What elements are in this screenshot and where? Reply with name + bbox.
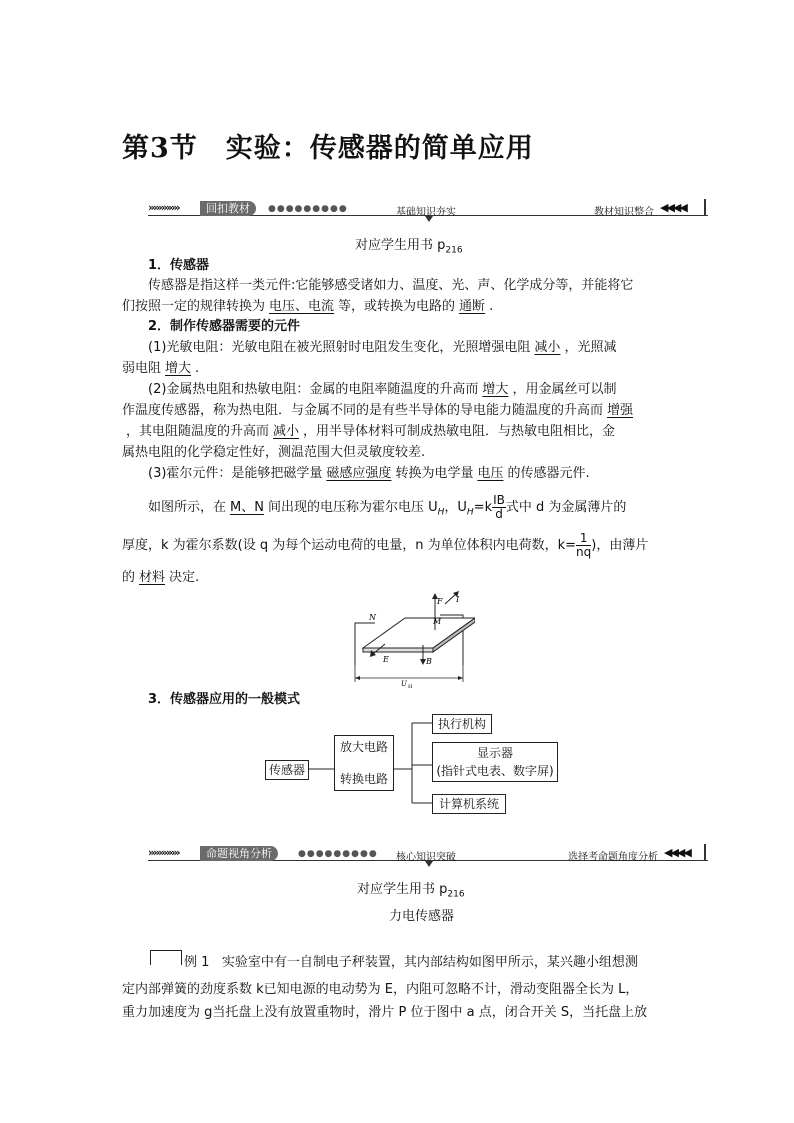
sensor-box: 传感器 bbox=[265, 760, 309, 780]
display-detail: (指针式电表、数字屏) bbox=[436, 764, 554, 778]
down-triangle-icon bbox=[425, 216, 433, 222]
conv-circuit-label: 转换电路 bbox=[339, 772, 388, 786]
banner-tag: 命题视角分析 bbox=[200, 846, 278, 861]
left-arrow-icon: ◀◀◀◀ bbox=[664, 846, 690, 859]
heading-general-model: 3．传感器应用的一般模式 bbox=[148, 692, 301, 707]
reference-line: 对应学生用书 $p_{216}$ bbox=[355, 238, 463, 256]
example-label: 例 1 bbox=[184, 955, 210, 970]
paragraph-line: (2)金属热电阻和热敏电阻：金属的电阻率随温度的升高而 增大 ，用金属丝可以制 bbox=[148, 382, 617, 397]
section-topic: 实验：传感器的简单应用 bbox=[225, 133, 534, 164]
reference-line: 对应学生用书 $p_{216}$ bbox=[357, 882, 465, 900]
label-b: B bbox=[426, 657, 432, 666]
down-triangle-icon bbox=[425, 861, 433, 867]
banner-review-textbook bbox=[148, 201, 708, 217]
amp-conv-box bbox=[334, 735, 394, 791]
banner-end-bar bbox=[704, 844, 706, 861]
paragraph-line: 属热电阻的化学稳定性好，测温范围大但灵敏度较差. bbox=[122, 445, 426, 460]
paragraph-line: 弱电阻 增大 . bbox=[122, 361, 200, 376]
banner-middle-label: 基础知识夯实 bbox=[396, 207, 456, 218]
executor-box: 执行机构 bbox=[432, 714, 492, 734]
paragraph-line: 传感器是指这样一类元件:它能够感受诸如力、温度、光、声、化学成分等，并能将它 bbox=[148, 278, 634, 293]
dots-decoration: ●●●●●●●●● bbox=[298, 849, 378, 859]
page-title bbox=[122, 126, 534, 165]
fraction: $\frac{IB}{d}$ bbox=[493, 493, 505, 521]
label-e: E bbox=[383, 655, 389, 664]
hall-formula-line: 厚度，k 为霍尔系数(设 q 为每个运动电荷的电量，n 为单位体积内电荷数，k= $\frac{1}{nq}$ )，由薄片 bbox=[122, 531, 649, 559]
left-arrow-icon: ◀◀◀◀ bbox=[660, 201, 686, 214]
sub-heading: 力电传感器 bbox=[389, 909, 455, 924]
display-box bbox=[432, 742, 558, 782]
banner-right-label: 选择考命题角度分析 bbox=[568, 852, 658, 863]
paragraph-line: ，其电阻随温度的升高而 减小 ，用半导体材料可制成热敏电阻．与热敏电阻相比，金 bbox=[126, 424, 616, 439]
paragraph-line: 的 材料 决定. bbox=[122, 570, 200, 585]
banner-middle-label: 核心知识突破 bbox=[396, 852, 456, 863]
label-i: I bbox=[456, 595, 460, 604]
dots-decoration: ●●●●●●●●● bbox=[268, 204, 348, 214]
computer-system-box: 计算机系统 bbox=[432, 794, 506, 814]
label-u: U bbox=[401, 680, 407, 688]
banner-tag: 回扣教材 bbox=[200, 201, 256, 216]
hall-formula-line: 如图所示，在 M、N 间出现的电压称为霍尔电压 $U_H$，$U_H=k$ $\frac{IB}{d}$ 式中 d 为金属薄片的 bbox=[148, 493, 627, 521]
fraction: $\frac{1}{nq}$ bbox=[576, 531, 592, 559]
hall-element-figure bbox=[345, 590, 475, 690]
double-arrow-icon: »»»»»» bbox=[148, 201, 179, 214]
label-u-sub: H bbox=[408, 684, 413, 690]
paragraph-line: 作温度传感器，称为热电阻．与金属不同的是有些半导体的导电能力随温度的升高而 增强 bbox=[122, 403, 634, 418]
heading-sensor: 1．传感器 bbox=[148, 258, 210, 273]
banner-end-bar bbox=[704, 199, 706, 216]
display-label: 显示器 bbox=[476, 746, 513, 760]
example-line: 定内部弹簧的劲度系数 k已知电源的电动势为 E，内阻可忽略不计，滑动变阻器全长为 L， bbox=[122, 982, 639, 997]
example-line: 例 1 实验室中有一自制电子秤装置，其内部结构如图甲所示，某兴趣小组想测 bbox=[184, 955, 638, 970]
example-line: 重力加速度为 g当托盘上没有放置重物时，滑片 P 位于图中 a 点，闭合开关 S，当托盘上放 bbox=[122, 1005, 648, 1020]
amp-circuit-label: 放大电路 bbox=[339, 740, 388, 754]
heading-components: 2．制作传感器需要的元件 bbox=[148, 319, 301, 334]
paragraph-line: (1)光敏电阻：光敏电阻在被光照射时电阻发生变化，光照增强电阻 减小 ，光照减 bbox=[148, 340, 617, 355]
label-f: F bbox=[437, 597, 443, 606]
banner-question-analysis bbox=[148, 846, 708, 862]
label-n: N bbox=[369, 613, 376, 622]
paragraph-line: 们按照一定的规律转换为 电压、电流 等，或转换为电路的 通断 . bbox=[122, 299, 494, 314]
label-m: M bbox=[433, 617, 442, 626]
section-number: 第3节 bbox=[122, 133, 198, 164]
paragraph-line: (3)霍尔元件：是能够把磁学量 磁感应强度 转换为电学量 电压 的传感器元件. bbox=[148, 466, 590, 481]
example-bracket bbox=[150, 950, 182, 965]
double-arrow-icon: »»»»»» bbox=[148, 846, 179, 859]
banner-right-label: 教材知识整合 bbox=[594, 207, 654, 218]
